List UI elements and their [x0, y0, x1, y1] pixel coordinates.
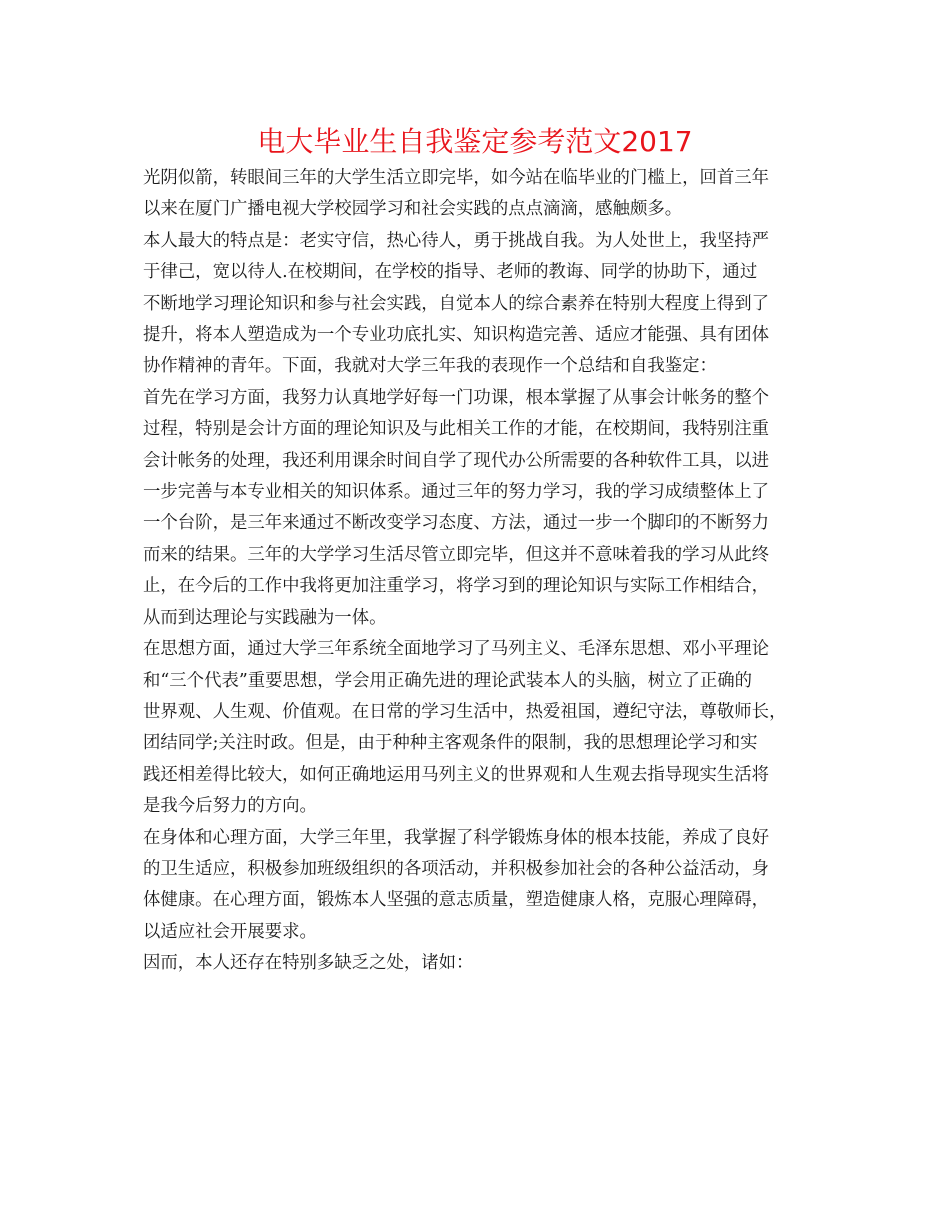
text-line: 在身体和心理方面，大学三年里，我掌握了科学锻炼身体的根本技能，养成了良好 [143, 827, 770, 848]
text-line: 而来的结果。三年的大学学习生活尽管立即完毕，但这并不意味着我的学习从此终 [143, 544, 770, 565]
paragraph-intro [143, 163, 819, 226]
text-line: 首先在学习方面，我努力认真地学好每一门功课，根本掌握了从事会计帐务的整个 [143, 387, 770, 408]
text-line: 过程，特别是会计方面的理论知识及与此相关工作的才能，在校期间，我特别注重 [143, 419, 770, 440]
paragraph-ideology [143, 634, 819, 822]
text-line: 提升，将本人塑造成为一个专业功底扎实、知识构造完善、适应才能强、具有团体 [143, 325, 770, 346]
text-line: 光阴似箭，转眼间三年的大学生活立即完毕，如今站在临毕业的门槛上，回首三年 [143, 168, 770, 188]
text-line: 一个台阶，是三年来通过不断改变学习态度、方法，通过一步一个脚印的不断努力 [143, 513, 770, 534]
paragraph-health [143, 823, 819, 949]
text-line: 以适应社会开展要求。 [143, 921, 317, 942]
text-line: 是我今后努力的方向。 [143, 796, 317, 817]
paragraph-shortcomings [143, 948, 819, 979]
text-line: 因而，本人还存在特别多缺乏之处，诸如： [143, 953, 474, 974]
text-line: 在思想方面，通过大学三年系统全面地学习了马列主义、毛泽东思想、邓小平理论 [143, 639, 770, 660]
text-line: 的卫生适应，积极参加班级组织的各项活动，并积极参加社会的各种公益活动，身 [143, 858, 770, 879]
text-line: 协作精神的青年。下面，我就对大学三年我的表现作一个总结和自我鉴定： [143, 356, 717, 377]
text-line: 会计帐务的处理，我还利用课余时间自学了现代办公所需要的各种软件工具，以进 [143, 450, 770, 471]
text-line: 和“三个代表”重要思想，学会用正确先进的理论武装本人的头脑，树立了正确的 [143, 670, 753, 691]
document-title: 电大毕业生自我鉴定参考范文2017 [257, 125, 693, 158]
text-line: 体健康。在心理方面，锻炼本人坚强的意志质量，塑造健康人格，克服心理障碍， [143, 890, 770, 911]
text-line: 一步完善与本专业相关的知识体系。通过三年的努力学习，我的学习成绩整体上了 [143, 482, 770, 503]
document-body [143, 163, 819, 980]
text-line: 以来在厦门广播电视大学校园学习和社会实践的点点滴滴，感触颇多。 [143, 199, 683, 220]
text-line: 于律己，宽以待人.在校期间，在学校的指导、老师的教诲、同学的协助下，通过 [143, 262, 758, 283]
paragraph-study [143, 383, 819, 634]
paragraph-traits [143, 226, 819, 383]
text-line: 止，在今后的工作中我将更加注重学习，将学习到的理论知识与实际工作相结合， [143, 576, 770, 597]
text-line: 本人最大的特点是：老实守信，热心待人，勇于挑战自我。为人处世上，我坚持严 [143, 230, 770, 251]
text-line: 团结同学;关注时政。但是，由于种种主客观条件的限制，我的思想理论学习和实 [143, 733, 758, 754]
text-line: 从而到达理论与实践融为一体。 [143, 607, 387, 628]
text-line: 不断地学习理论知识和参与社会实践，自觉本人的综合素养在特别大程度上得到了 [143, 293, 770, 314]
text-line: 世界观、人生观、价值观。在日常的学习生活中，热爱祖国，遵纪守法，尊敬师长， [143, 701, 787, 722]
text-line: 践还相差得比较大，如何正确地运用马列主义的世界观和人生观去指导现实生活将 [143, 764, 770, 785]
